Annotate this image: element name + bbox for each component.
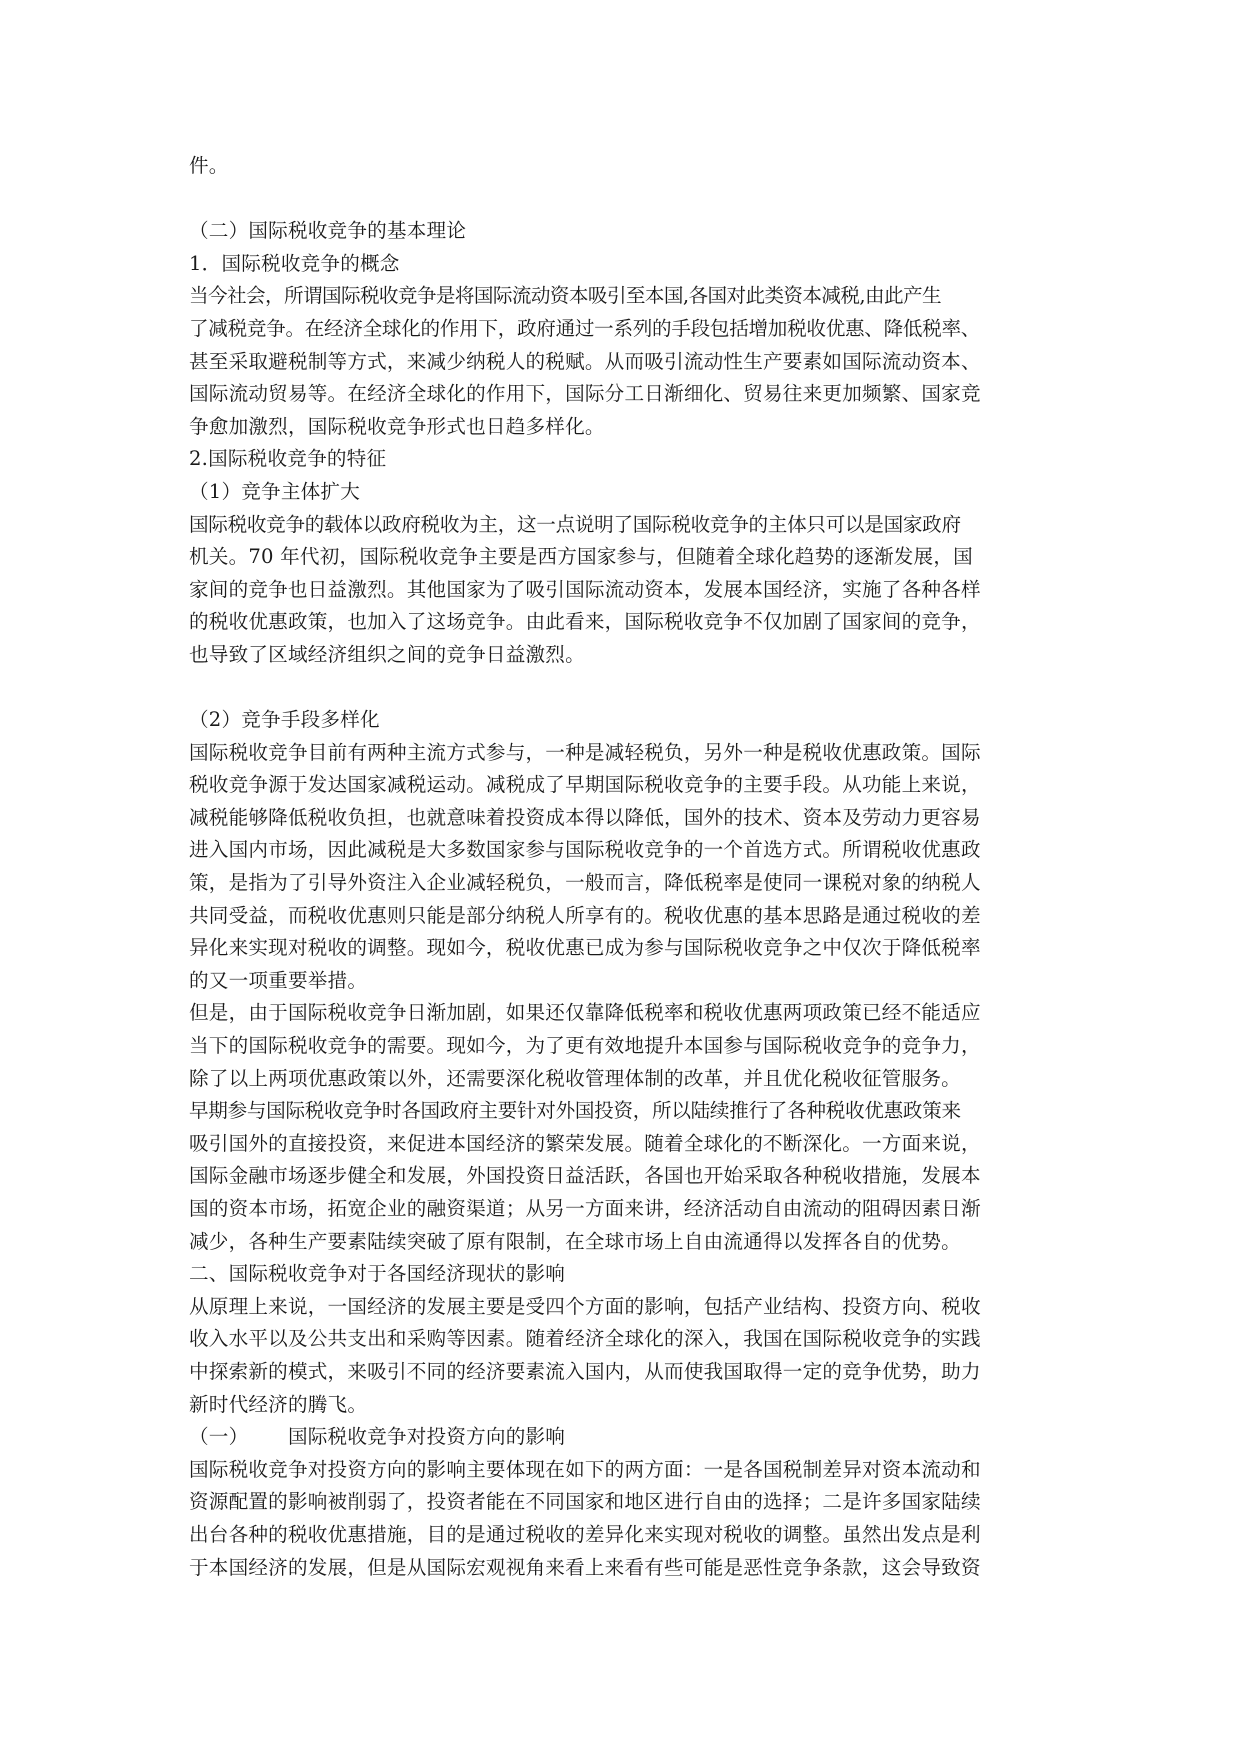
text-line: 中探索新的模式，来吸引不同的经济要素流入国内，从而使我国取得一定的竞争优势，助力 [189,1359,981,1383]
subsection-heading: （1）竞争主体扩大 [189,479,361,503]
text-line: 从原理上来说，一国经济的发展主要是受四个方面的影响，包括产业结构、投资方向、税收 [189,1294,981,1318]
subsection-heading: （2）竞争手段多样化 [189,708,380,732]
text-line: 但是，由于国际税收竞争日渐加剧，如果还仅靠降低税率和税收优惠两项政策已经不能适应 [189,1001,981,1025]
text-line: 的又一项重要举措。 [189,968,368,992]
text-line: 了减税竞争。在经济全球化的作用下，政府通过一系列的手段包括增加税收优惠、降低税率、 [189,316,981,340]
text-line: 收入水平以及公共支出和采购等因素。随着经济全球化的深入，我国在国际税收竞争的实践 [189,1327,981,1351]
text-line: 机关。70 年代初，国际税收竞争主要是西方国家参与，但随着全球化趋势的逐渐发展，国 [189,545,973,569]
text-line: 共同受益，而税收优惠则只能是部分纳税人所享有的。税收优惠的基本思路是通过税收的差 [189,903,981,927]
blank-line [189,672,1051,705]
text-line: 异化来实现对税收的调整。现如今，税收优惠已成为参与国际税收竞争之中仅次于降低税率 [189,936,981,960]
text-line: 的税收优惠政策，也加入了这场竞争。由此看来，国际税收竞争不仅加剧了国家间的竞争， [189,610,981,634]
text-line: 新时代经济的腾飞。 [189,1392,368,1416]
text-line: 早期参与国际税收竞争时各国政府主要针对外国投资，所以陆续推行了各种税收优惠政策来 [189,1099,961,1123]
text-line: 件。 [189,154,229,177]
text-line: 减税能够降低税收负担，也就意味着投资成本得以降低，国外的技术、资本及劳动力更容易 [189,805,981,829]
text-line: 进入国内市场，因此减税是大多数国家参与国际税收竞争的一个首选方式。所谓税收优惠政 [189,838,981,862]
subsection-heading: （一） 国际税收竞争对投资方向的影响 [189,1425,566,1449]
text-line: 吸引国外的直接投资，来促进本国经济的繁荣发展。随着全球化的不断深化。一方面来说， [189,1131,981,1155]
text-line: 当今社会，所谓国际税收竞争是将国际流动资本吸引至本国,各国对此类资本减税,由此产生 [189,284,942,308]
subsection-heading: 2.国际税收竞争的特征 [189,447,387,471]
section-heading: 二、国际税收竞争对于各国经济现状的影响 [189,1262,566,1286]
text-line: 减少，各种生产要素陆续突破了原有限制，在全球市场上自由流通得以发挥各自的优势。 [189,1229,961,1253]
text-line: 甚至采取避税制等方式，来减少纳税人的税赋。从而吸引流动性生产要素如国际流动资本、 [189,349,981,373]
text-line: 策，是指为了引导外资注入企业减轻税负，一般而言，降低税率是使同一课税对象的纳税人 [189,871,981,895]
text-line: 出台各种的税收优惠措施，目的是通过税收的差异化来实现对税收的调整。虽然出发点是利 [189,1522,981,1546]
text-line: 除了以上两项优惠政策以外，还需要深化税收管理体制的改革，并且优化税收征管服务。 [189,1066,961,1090]
text-line: 国际流动贸易等。在经济全球化的作用下，国际分工日渐细化、贸易往来更加频繁、国家竞 [189,382,981,406]
blank-line [189,183,1051,216]
subsection-heading: 1．国际税收竞争的概念 [189,251,400,275]
text-line: 国际税收竞争对投资方向的影响主要体现在如下的两方面：一是各国税制差异对资本流动和 [189,1457,981,1481]
text-line: 当下的国际税收竞争的需要。现如今，为了更有效地提升本国参与国际税收竞争的竞争力， [189,1034,981,1058]
text-line: 国的资本市场，拓宽企业的融资渠道；从另一方面来讲，经济活动自由流动的阻碍因素日渐 [189,1197,981,1220]
text-line: 税收竞争源于发达国家减税运动。减税成了早期国际税收竞争的主要手段。从功能上来说， [189,773,981,797]
section-heading: （二）国际税收竞争的基本理论 [189,219,467,243]
text-line: 也导致了区域经济组织之间的竞争日益激烈。 [189,642,585,666]
text-line: 于本国经济的发展，但是从国际宏观视角来看上来看有些可能是恶性竞争条款，这会导致资 [189,1555,981,1579]
text-line: 国际金融市场逐步健全和发展，外国投资日益活跃，各国也开始采取各种税收措施，发展本 [189,1164,981,1188]
text-line: 资源配置的影响被削弱了，投资者能在不同国家和地区进行自由的选择；二是许多国家陆续 [189,1490,981,1514]
text-line: 国际税收竞争的载体以政府税收为主，这一点说明了国际税收竞争的主体只可以是国家政府 [189,512,961,536]
text-line: 家间的竞争也日益激烈。其他国家为了吸引国际流动资本，发展本国经济，实施了各种各样 [189,577,981,601]
document-body [189,150,1051,1584]
text-line: 争愈加激烈，国际税收竞争形式也日趋多样化。 [189,414,605,438]
text-line: 国际税收竞争目前有两种主流方式参与，一种是减轻税负，另外一种是税收优惠政策。国际 [189,740,981,764]
